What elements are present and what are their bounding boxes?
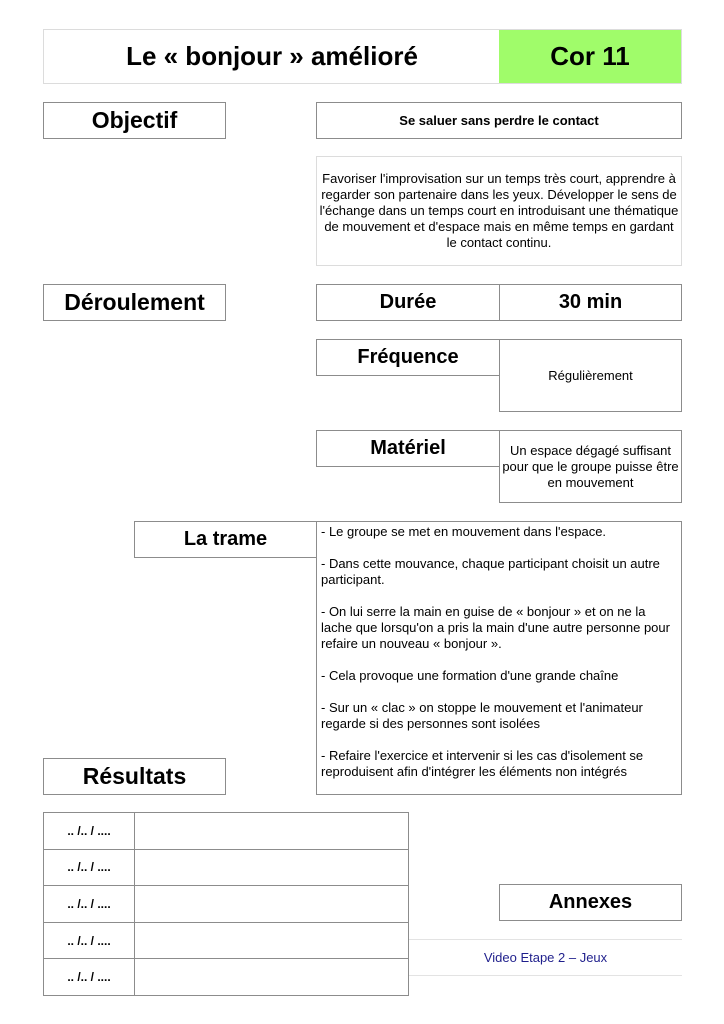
resultats-heading-text: Résultats bbox=[82, 763, 187, 789]
trame-heading bbox=[134, 521, 317, 558]
trame-step: - Cela provoque une formation d'une grande chaîne bbox=[321, 668, 619, 683]
sheet-title-text: Le « bonjour » amélioré bbox=[126, 41, 418, 71]
table-row bbox=[44, 813, 409, 850]
frequence-label-text: Fréquence bbox=[357, 346, 459, 368]
objectif-value bbox=[316, 102, 682, 139]
objectif-value-text: Se saluer sans perdre le contact bbox=[399, 113, 599, 128]
annexes-heading bbox=[499, 884, 682, 921]
result-date: .. /.. / .... bbox=[44, 813, 135, 850]
trame-step: - Sur un « clac » on stoppe le mouvement et l'animateur regarde si des personnes sont isolées bbox=[321, 700, 643, 731]
table-row bbox=[44, 922, 409, 959]
objectif-heading-text: Objectif bbox=[91, 107, 178, 133]
frequence-label bbox=[316, 339, 500, 376]
materiel-label bbox=[316, 430, 500, 467]
materiel-value-text: Un espace dégagé suffisant pour que le groupe puisse être en mouvement bbox=[502, 442, 679, 490]
resultats-heading bbox=[43, 758, 226, 795]
table-row bbox=[44, 886, 409, 923]
objectif-description-text: Favoriser l'improvisation sur un temps très court, apprendre à regarder son partenaire dans les yeux. Développer le sens de l'échange dans un temps court en introduisant une thématique de mouvement et d'espace mais en même temps en gardant le contact continu. bbox=[319, 171, 679, 250]
duree-label bbox=[316, 284, 500, 321]
deroulement-heading bbox=[43, 284, 226, 321]
sheet-code-badge bbox=[499, 29, 682, 84]
annexes-heading-text: Annexes bbox=[548, 891, 633, 913]
frequence-value bbox=[499, 339, 682, 412]
duree-value-text: 30 min bbox=[558, 291, 623, 313]
objectif-description bbox=[316, 156, 682, 266]
result-date: .. /.. / .... bbox=[44, 849, 135, 886]
trame-step: - Le groupe se met en mouvement dans l'espace. bbox=[321, 524, 607, 539]
frequence-value-text: Régulièrement bbox=[548, 367, 633, 383]
table-row bbox=[44, 959, 409, 996]
trame-steps bbox=[316, 521, 682, 795]
materiel-label-text: Matériel bbox=[370, 437, 446, 459]
annexes-link-row bbox=[409, 939, 682, 976]
duree-label-text: Durée bbox=[379, 291, 437, 313]
sheet-code-text: Cor 11 bbox=[550, 41, 630, 71]
table-row bbox=[44, 849, 409, 886]
duree-value bbox=[499, 284, 682, 321]
annexes-video-link[interactable]: Video Etape 2 – Jeux bbox=[483, 950, 608, 965]
trame-step: - On lui serre la main en guise de « bonjour » et on ne la lache que lorsqu'on a pris la main d'une autre personne pour refaire un nouveau « bonjour ». bbox=[321, 604, 670, 651]
objectif-heading bbox=[43, 102, 226, 139]
result-note[interactable] bbox=[135, 922, 409, 959]
result-date: .. /.. / .... bbox=[44, 959, 135, 996]
deroulement-heading-text: Déroulement bbox=[64, 289, 205, 315]
results-table bbox=[43, 812, 409, 996]
sheet-title bbox=[43, 29, 500, 84]
result-date: .. /.. / .... bbox=[44, 886, 135, 923]
materiel-value bbox=[499, 430, 682, 503]
trame-heading-text: La trame bbox=[183, 528, 268, 550]
result-note[interactable] bbox=[135, 959, 409, 996]
result-date: .. /.. / .... bbox=[44, 922, 135, 959]
result-note[interactable] bbox=[135, 886, 409, 923]
trame-step: - Dans cette mouvance, chaque participant choisit un autre participant. bbox=[321, 556, 660, 587]
result-note[interactable] bbox=[135, 849, 409, 886]
trame-step: - Refaire l'exercice et intervenir si les cas d'isolement se reproduisent afin d'intégrer les éléments non intégrés bbox=[321, 748, 644, 779]
result-note[interactable] bbox=[135, 813, 409, 850]
